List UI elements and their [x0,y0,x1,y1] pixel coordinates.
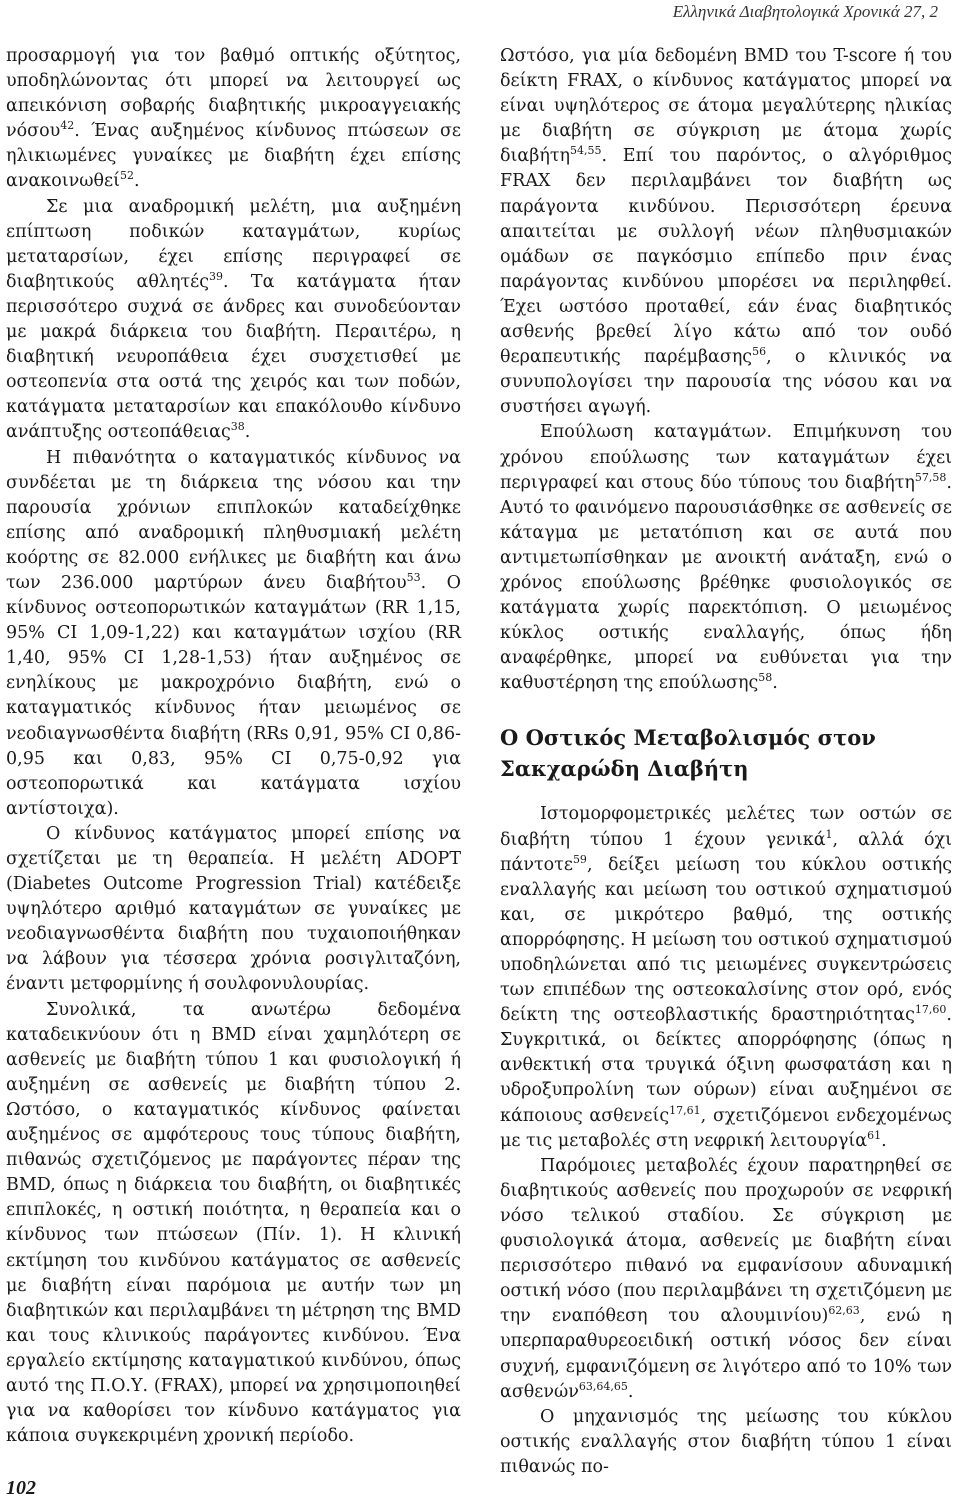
right-column [500,44,952,1480]
paragraph: προσαρμογή για τον βαθμό οπτικής οξύτητος, υποδηλώνοντας ότι μπορεί να λειτουργεί ως απεικόνιση σοβαρής διαβητικής μικροαγγειακής νόσου$^{42}$. Ένας αυξημένος κίνδυνος πτώσεων σε ηλικιωμένες γυναίκες με διαβήτη έχει επίσης ανακοινωθεί$^{52}$. [6,46,461,192]
citation: 61 [867,1128,882,1142]
citation: 53 [406,571,421,585]
paragraph: Ο κίνδυνος κατάγματος μπορεί επίσης να σχετίζεται με τη θεραπεία. Η μελέτη ADOPT (Diabetes Outcome Progression Trial) κατέδειξε υψηλότερο αριθμό καταγμάτων σε γυναίκες με νεοδιαγνωσθέντα διαβήτη που τυχαιοποιήθηκαν να λάβουν για τέσσερα χρόνια ροσιγλιταζόνη, έναντι μετφορμίνης ή σουλφονυλουρίας. [6,823,461,995]
citation: 38 [230,420,245,434]
citation: 58 [758,671,773,685]
journal-running-header: Ελληνικά Διαβητολογικά Χρονικά 27, 2 [672,2,938,21]
citation: 54,55 [569,144,602,158]
citation: 17,61 [669,1103,701,1117]
citation: 39 [209,270,224,284]
citation: 62,63 [828,1304,860,1318]
citation: 59 [572,852,587,866]
citation: 57,58 [914,470,947,484]
citation: 17,60 [914,1003,947,1017]
paragraph: Επούλωση καταγμάτων. Επιμήκυνση του χρόνου επούλωσης των καταγμάτων έχει περιγραφεί και στους δύο τύπους του διαβήτη$^{57,58}$. Αυτό το φαινόμενο παρουσιάσθηκε σε ασθενείς σε κάταγμα με μετατόπιση και σε αυτά που αντιμετωπίσθηκαν με ανοικτή ανάταξη, ενώ ο χρόνος επούλωσης βρέθηκε φυσιολογικός σε κατάγματα χωρίς παρεκτόπιση. Ο μειωμένος κύκλος οστικής εναλλαγής, όπως ήδη αναφέρθηκε, μπορεί να ευθύνεται για την καθυστέρηση της επούλωσης$^{58}$. [500,422,952,694]
paragraph: Σε μια αναδρομική μελέτη, μια αυξημένη επίπτωση ποδικών καταγμάτων, κυρίως μεταταρσίων, έχει επίσης περιγραφεί σε διαβητικούς αθλητές$^{39}$. Τα κατάγματα ήταν περισσότερο συχνά σε άνδρες και συνοδεύονταν με μακρά διάρκεια του διαβήτη. Περαιτέρω, η διαβητική νευροπάθεια έχει συσχετισθεί με οστεοπενία στα οστά της χειρός και των ποδών, κατάγματα μεταταρσίων και επακόλουθο κίνδυνο ανάπτυξης οστεοπάθειας$^{38}$. [6,196,461,443]
citation: 1 [825,827,833,841]
citation: 52 [119,169,134,183]
citation: 56 [752,345,767,359]
citation: 63,64,65 [578,1379,628,1393]
section-heading: Ο Οστικός Μεταβολισμός στον Σακχαρώδη Διαβήτη [500,725,876,782]
left-column [6,44,461,1449]
paragraph: Συνολικά, τα ανωτέρω δεδομένα καταδεικνύουν ότι η BMD είναι χαμηλότερη σε ασθενείς με διαβήτη τύπου 1 και φυσιολογική ή αυξημένη σε ασθενείς με διαβήτη τύπου 2. Ωστόσο, ο καταγματικός κίνδυνος φαίνεται αυξημένος σε αμφότερους τους τύπους διαβήτη, πιθανώς σχετιζόμενος με παράγοντες πέραν της BMD, όπως η διάρκεια του διαβήτη, οι διαβητικές επιπλοκές, η οστική ποιότητα, η θεραπεία και ο κίνδυνος των πτώσεων (Πίν. 1). Η κλινική εκτίμηση του κινδύνου κατάγματος σε ασθενείς με διαβήτη είναι παρόμοια με αυτήν των μη διαβητικών και περιλαμβάνει τη μέτρηση της BMD και τους κλινικούς παράγοντες κινδύνου. Ένα εργαλείο εκτίμησης καταγματικού κινδύνου, όπως αυτό της Π.Ο.Υ. (FRAX), μπορεί να χρησιμοποιηθεί για να καθορίσει τον κίνδυνο κατάγματος για κάποια συγκεκριμένη χρονική περίοδο. [6,999,461,1447]
paragraph: Ο μηχανισμός της μείωσης του κύκλου οστικής εναλλαγής στον διαβήτη τύπου 1 είναι πιθανώς πο- [500,1406,952,1477]
paragraph: Παρόμοιες μεταβολές έχουν παρατηρηθεί σε διαβητικούς ασθενείς που προχωρούν σε νεφρική νόσο τελικού σταδίου. Σε σύγκριση με φυσιολογικά άτομα, ασθενείς με διαβήτη είναι περισσότερο πιθανό να εμφανίσουν αδυναμική οστική νόσο (που περιλαμβάνει τη σχετιζόμενη με την εναπόθεση του αλουμινίου)$^{62,63}$, ενώ η υπερπαραθυρεοειδική οστική νόσος δεν είναι συχνή, εμφανιζόμενη σε λιγότερο από το 10% των ασθενών$^{63,64,65}$. [500,1155,952,1402]
paragraph: Ιστομορφομετρικές μελέτες των οστών σε διαβήτη τύπου 1 έχουν γενικά$^1$, αλλά όχι πάντοτε$^{59}$, δείξει μείωση του κύκλου οστικής εναλλαγής και μείωση του οστικού σχηματισμού και, σε μικρότερο βαθμό, της οστικής απορρόφησης. Η μείωση του οστικού σχηματισμού υποδηλώνεται από τις μειωμένες συγκεντρώσεις των επιπέδων της οστεοκαλσίνης στον ορό, ενός δείκτη της οστεοβλαστικής δραστηριότητας$^{17,60}$. Συγκριτικά, οι δείκτες απορρόφησης (όπως η ανθεκτική στα τρυγικά όξινη φωσφατάση και η υδροξυπρολίνη των ούρων) είναι αυξημένοι σε κάποιους ασθενείς$^{17,61}$, σχετιζόμενοι ενδεχομένως με τις μεταβολές στη νεφρική λειτουργία$^{61}$. [500,804,952,1151]
paragraph: Η πιθανότητα ο καταγματικός κίνδυνος να συνδέεται με τη διάρκεια της νόσου και την παρουσία χρόνιων επιπλοκών καταδείχθηκε επίσης από αναδρομική πληθυσμιακή μελέτη κοόρτης σε 82.000 ενήλικες με διαβήτη και άνω των 236.000 μαρτύρων άνευ διαβήτου$^{53}$. Ο κίνδυνος οστεοπορωτικών καταγμάτων (RR 1,15, 95% CI 1,09-1,22) και καταγμάτων ισχίου (RR 1,40, 95% CI 1,28-1,53) ήταν αυξημένος σε ενηλίκους με μακροχρόνιο διαβήτη, ενώ ο καταγματικός κίνδυνος ήταν μειωμένος σε νεοδιαγνωσθέντα διαβήτη (RRs 0,91, 95% CI 0,86-0,95 και 0,83, 95% CI 0,75-0,92 για οστεοπορωτικά και κατάγματα ισχίου αντίστοιχα). [6,447,461,819]
page-number: 102 [6,1477,36,1499]
paragraph: Ωστόσο, για μία δεδομένη BMD του T-score ή του δείκτη FRAX, ο κίνδυνος κατάγματος μπορεί να είναι υψηλότερος σε άτομα μεγαλύτερης ηλικίας με διαβήτη σε σύγκριση με άτομα χωρίς διαβήτη$^{54,55}$. Επί του παρόντος, ο αλγόριθμος FRAX δεν περιλαμβάνει τον διαβήτη ως παράγοντα κινδύνου. Περισσότερη έρευνα απαιτείται με συλλογή νέων πληθυσμιακών ομάδων σε παγκόσμιο επίπεδο πριν ένας παράγοντας κινδύνου μπορέσει να περιληφθεί. Έχει ωστόσο προταθεί, εάν ένας διαβητικός ασθενής βρεθεί λίγο κάτω από τον ουδό θεραπευτικής παρέμβασης$^{56}$, ο κλινικός να συνυπολογίσει την παρουσία της νόσου και να συστήσει αγωγή. [500,46,952,418]
citation: 42 [60,119,75,133]
